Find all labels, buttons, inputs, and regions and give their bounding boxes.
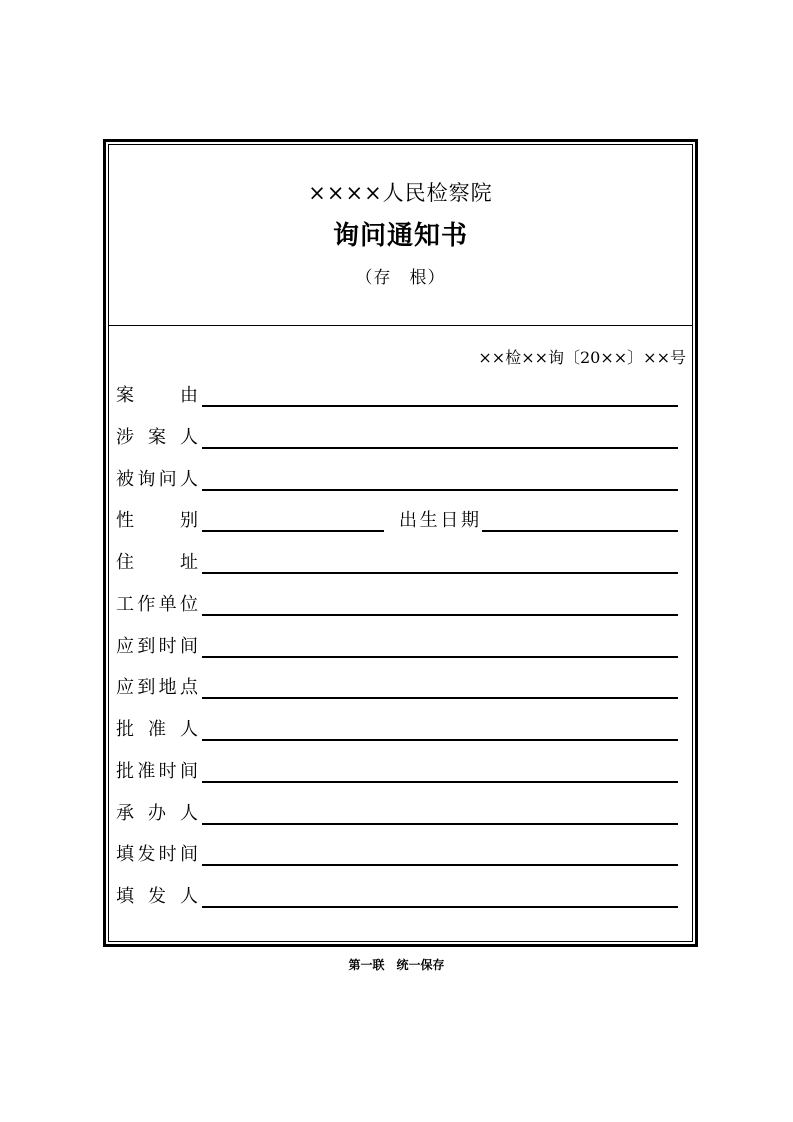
field-blank-line[interactable] — [202, 546, 678, 574]
field-blank-line[interactable] — [202, 504, 384, 532]
form-row — [116, 586, 678, 616]
field-blank-line[interactable] — [202, 755, 678, 783]
field-label: 案 由 — [116, 385, 198, 406]
field-label: 被 询 问 人 — [116, 468, 198, 490]
field-label: 出 生 日 期 — [399, 510, 479, 532]
form-row — [116, 502, 678, 532]
field-label: 应 到 地 点 — [116, 677, 198, 699]
form-row — [116, 419, 678, 449]
footer-note: 第一联 统一保存 — [348, 958, 445, 972]
form-inner-border — [108, 144, 693, 942]
field-blank-line[interactable] — [202, 880, 678, 908]
field-blank-line[interactable] — [202, 797, 678, 825]
field-label: 住 址 — [116, 552, 198, 573]
form-row — [116, 628, 678, 658]
field-blank-line[interactable] — [202, 713, 678, 741]
field-blank-line[interactable] — [202, 588, 678, 616]
field-label: 批 准 时 间 — [116, 760, 198, 782]
form-row — [116, 836, 678, 866]
field-label: 填 发 人 — [116, 886, 198, 907]
field-blank-line[interactable] — [202, 463, 678, 491]
field-label: 工 作 单 位 — [116, 593, 198, 615]
form-row — [116, 544, 678, 574]
organization-name: ××××人民检察院 — [308, 181, 493, 205]
form-row — [116, 669, 678, 699]
field-blank-line[interactable] — [202, 838, 678, 866]
document-number: ××检××询〔20××〕××号 — [478, 348, 686, 367]
form-row — [116, 461, 678, 491]
field-blank-line[interactable] — [202, 421, 678, 449]
field-label: 涉 案 人 — [116, 426, 198, 448]
form-row — [116, 711, 678, 741]
form-row — [116, 377, 678, 407]
document-title: 询问通知书 — [332, 221, 468, 251]
field-blank-line[interactable] — [202, 379, 678, 407]
form-row — [116, 795, 678, 825]
form-header — [109, 145, 692, 326]
field-label: 承 办 人 — [116, 802, 198, 824]
field-label: 应 到 时 间 — [116, 635, 198, 657]
stub-label: （存 根） — [355, 268, 446, 288]
field-blank-line[interactable] — [202, 630, 678, 658]
form-frame — [103, 139, 698, 947]
field-blank-line[interactable] — [202, 671, 678, 699]
form-row — [116, 753, 678, 783]
field-label: 批 准 人 — [116, 719, 198, 740]
form-row — [116, 878, 678, 908]
field-blank-line[interactable] — [482, 504, 678, 532]
field-label: 填 发 时 间 — [116, 844, 198, 866]
field-label: 性 别 — [116, 510, 198, 532]
